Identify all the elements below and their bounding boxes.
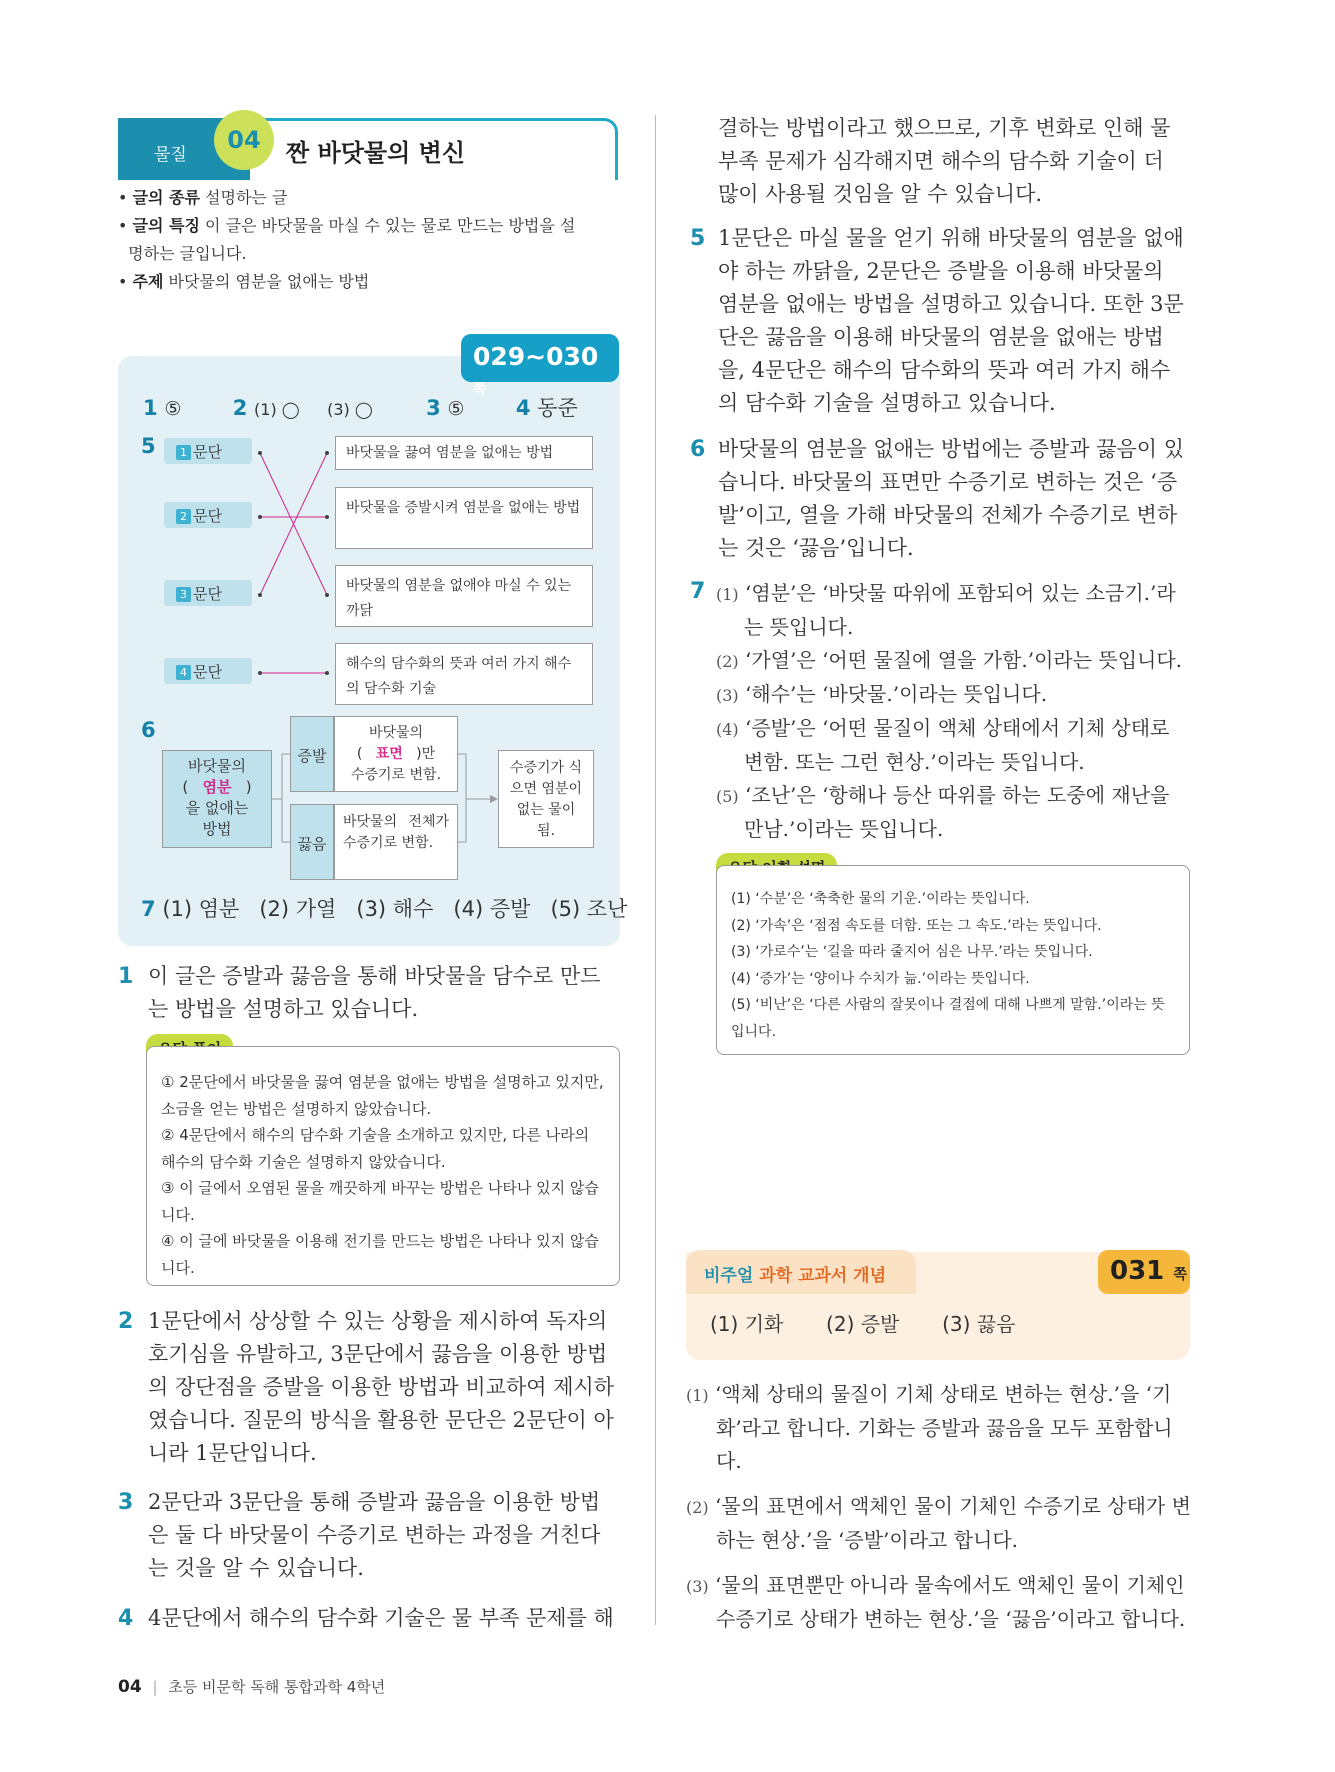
explanation-3-number: 3 — [118, 1490, 134, 1515]
answer-number: 4 — [515, 396, 531, 420]
evap-text: 바닷물의 — [368, 725, 424, 741]
meta-genre: • 글의 종류 설명하는 글 — [118, 188, 288, 207]
paragraph-badge: 1 — [176, 445, 191, 460]
visual-explanation-item — [686, 1490, 1192, 1557]
item-marker: (4) — [716, 720, 739, 739]
answer-value: ⑤ — [164, 398, 182, 420]
answer-value: (1) 염분 — [162, 897, 240, 921]
question-6-number: 6 — [141, 718, 156, 742]
paren: ( — [182, 778, 189, 796]
root-text: 바닷물의 — [188, 757, 246, 775]
meta-feature: • 글의 특징 이 글은 바닷물을 마실 수 있는 물로 만드는 방법을 설 명하는 글입니다. — [118, 216, 576, 263]
explanation-7-item — [716, 678, 1192, 712]
boiling-box: 바닷물의 전체가 수증기로 변함. — [334, 804, 458, 880]
item-marker: (1) — [686, 1386, 709, 1405]
root-text: 방법 — [202, 820, 232, 838]
paragraph-badge: 2 — [176, 509, 191, 524]
answer-number: 7 — [141, 897, 156, 921]
visual-title-b: 과학 교과서 개념 — [759, 1266, 886, 1286]
meta-text: 이 글은 바닷물을 마실 수 있는 물로 만드는 방법을 설 — [205, 216, 576, 235]
paragraph-label: 문단 — [193, 443, 222, 461]
explanation-4-text: 4문단에서 해수의 담수화 기술은 물 부족 문제를 해 — [148, 1606, 614, 1630]
item-text: ‘증발’은 ‘어떤 물질이 액체 상태에서 기체 상태로 변함. 또는 그런 현상.’이라는 뜻입니다. — [744, 716, 1170, 774]
root-text: 을 없애는 — [185, 799, 249, 817]
answer-blank-surface: 표면 — [375, 746, 403, 762]
paragraph-pill-2 — [164, 502, 252, 528]
meta-label: 주제 — [132, 272, 164, 291]
visual-title-a: 비주얼 — [704, 1266, 754, 1286]
visual-page-tag — [1098, 1250, 1190, 1294]
explanation-3-text: 2문단과 3문단을 통해 증발과 끓음을 이용한 방법은 둘 다 바닷물이 수증기로 변하는 과정을 거친다는 것을 알 수 있습니다. — [148, 1490, 601, 1580]
description-box-2: 바닷물을 증발시켜 염분을 없애는 방법 — [335, 487, 593, 549]
explanation-6-number: 6 — [690, 437, 706, 462]
item-text: ‘물의 표면뿐만 아니라 물속에서도 액체인 물이 기체인 수증기로 상태가 변하는 현상.’을 ‘끓음’이라고 합니다. — [715, 1573, 1186, 1631]
paragraph-pill-3 — [164, 580, 252, 606]
explanation-5-text: 1문단은 마실 물을 얻기 위해 바닷물의 염분을 없애야 하는 까닭을, 2문단은 증발을 이용해 바닷물의 염분을 없애는 방법을 설명하고 있습니다. 또한 3문단은 끓음을 이용해 바닷물의 염분을 없애는 방법을, 4문단은 해수의 담수화의 뜻과 여러 가지 해수의 담수화 기술을 설명하고 있습니다. — [718, 226, 1184, 415]
paragraph-label: 문단 — [193, 663, 222, 681]
paragraph-label: 문단 — [193, 507, 222, 525]
item-marker: (5) — [716, 787, 739, 806]
description-box-1: 바닷물을 끓여 염분을 없애는 방법 — [335, 436, 593, 470]
book-title: 초등 비문학 독해 통합과학 4학년 — [168, 1678, 386, 1696]
item-marker: (3) — [716, 686, 739, 705]
page-title: 짠 바닷물의 변신 — [286, 139, 465, 167]
explanation-7-item — [716, 712, 1192, 779]
explanation-5-number: 5 — [690, 226, 706, 251]
column-divider — [655, 115, 656, 1625]
wrong-answer-item: ③ 이 글에서 오염된 물을 깨끗하게 바꾸는 방법은 나타나 있지 않습니다. — [161, 1179, 599, 1224]
item-marker: (2) — [716, 652, 739, 671]
question-5-number: 5 — [141, 434, 156, 458]
explanation-7-item — [716, 779, 1192, 846]
meta-topic: • 주제 바닷물의 염분을 없애는 방법 — [118, 272, 370, 291]
item-text: ‘물의 표면에서 액체인 물이 기체인 수증기로 상태가 변하는 현상.’을 ‘증발’이라고 합니다. — [715, 1494, 1191, 1552]
answer-row-7 — [141, 893, 627, 923]
visual-concept-title — [686, 1250, 916, 1294]
diagram-root-box — [162, 750, 272, 848]
description-box-4: 해수의 담수화의 뜻과 여러 가지 해수의 담수화 기술 — [335, 643, 593, 705]
explanation-7-item — [716, 644, 1192, 678]
answer-value: (4) 증발 — [453, 897, 531, 921]
meta-text: 바닷물의 염분을 없애는 방법 — [168, 272, 370, 291]
vocab-box — [716, 865, 1190, 1055]
visual-explanation-item — [686, 1378, 1192, 1478]
explanation-4-continued: 결하는 방법이라고 했으므로, 기후 변화로 인해 물 부족 문제가 심각해지면 해수의 담수화 기술이 더 많이 사용될 것임을 알 수 있습니다. — [718, 116, 1171, 206]
page-number: 04 — [118, 1677, 142, 1697]
page-reference-tag — [461, 334, 619, 398]
item-text: ‘액체 상태의 물질이 기체 상태로 변하는 현상.’을 ‘기화’라고 합니다. 기화는 증발과 끓음을 모두 포함합니다. — [715, 1382, 1173, 1473]
item-marker: (3) — [686, 1577, 709, 1596]
diagram-connectors — [270, 740, 500, 860]
answer-number: 2 — [232, 396, 248, 420]
meta-text-cont: 명하는 글입니다. — [128, 244, 247, 263]
vocab-item: (4) ‘증가’는 ‘양이나 수치가 늚.’이라는 뜻입니다. — [731, 970, 1030, 987]
item-text: ‘가열’은 ‘어떤 물질에 열을 가함.’이라는 뜻입니다. — [745, 648, 1183, 672]
meta-label: 글의 종류 — [132, 188, 200, 207]
explanation-2-text: 1문단에서 상상할 수 있는 상황을 제시하여 독자의 호기심을 유발하고, 3문단에서 끓음을 이용한 방법의 장단점을 증발을 이용한 방법과 비교하여 제시하였습니다. 질문의 방식을 활용한 문단은 2문단이 아니라 1문단입니다. — [148, 1309, 615, 1465]
paragraph-pill-4 — [164, 658, 252, 684]
paragraph-label: 문단 — [193, 585, 222, 603]
vocab-item: (3) ‘가로수’는 ‘길을 따라 줄지어 심은 나무.’라는 뜻입니다. — [731, 944, 1093, 960]
item-marker: (2) — [686, 1498, 709, 1517]
explanation-1-number: 1 — [118, 964, 134, 989]
answer-number: 3 — [426, 396, 441, 420]
answer-value: (3) ◯ — [327, 400, 373, 419]
meta-text: 설명하는 글 — [205, 188, 288, 207]
explanation-7-number: 7 — [690, 579, 706, 604]
visual-answer: (1) 기화 — [710, 1312, 784, 1336]
answer-value: ⑤ — [447, 398, 465, 420]
item-text: ‘해수’는 ‘바닷물.’이라는 뜻입니다. — [745, 682, 1048, 706]
answer-blank-salt: 염분 — [202, 778, 232, 796]
matching-lines — [250, 440, 340, 690]
explanation-7-list — [716, 577, 1192, 846]
evaporation-label: 증발 — [290, 716, 334, 792]
explanation-4-number: 4 — [118, 1606, 134, 1631]
paren: ( — [356, 746, 363, 762]
visual-answer-row — [710, 1308, 1015, 1337]
unit-number-badge: 04 — [214, 110, 274, 170]
visual-answer: (2) 증발 — [826, 1312, 900, 1336]
result-box: 수증기가 식으면 염분이 없는 물이 됨. — [498, 750, 594, 848]
visual-page-unit: 쪽 — [1173, 1267, 1187, 1283]
answer-value: 동준 — [537, 396, 578, 420]
paragraph-badge: 4 — [176, 665, 191, 680]
footer: 04 | 초등 비문학 독해 통합과학 4학년 — [118, 1677, 386, 1697]
vocab-item: (1) ‘수분’은 ‘축축한 물의 기운.’이라는 뜻입니다. — [731, 891, 1030, 907]
description-box-3: 바닷물의 염분을 없애야 마실 수 있는 까닭 — [335, 565, 593, 627]
explanation-1-text: 이 글은 증발과 끓음을 통해 바닷물을 담수로 만드는 방법을 설명하고 있습니다. — [148, 964, 601, 1021]
wrong-answer-item: ② 4문단에서 해수의 담수화 기술을 소개하고 있지만, 다른 나라의 해수의 담수화 기술은 설명하지 않았습니다. — [161, 1126, 590, 1171]
boiling-label: 끓음 — [290, 804, 334, 880]
answer-number: 1 — [143, 396, 158, 420]
answer-value: (1) ◯ — [254, 400, 300, 419]
paren: )만 — [416, 746, 436, 762]
vocab-item: (2) ‘가속’은 ‘점점 속도를 더함. 또는 그 속도.’라는 뜻입니다. — [731, 917, 1102, 934]
vocab-item: (5) ‘비난’은 ‘다른 사람의 잘못이나 결점에 대해 나쁘게 말함.’이라는 뜻입니다. — [731, 997, 1165, 1040]
wrong-answer-item: ④ 이 글에 바닷물을 이용해 전기를 만드는 방법은 나타나 있지 않습니다. — [161, 1232, 599, 1277]
evap-text: 수증기로 변함. — [350, 767, 442, 783]
answer-value: (3) 해수 — [356, 897, 434, 921]
answer-value: (5) 조난 — [550, 897, 628, 921]
visual-explanation-item — [686, 1569, 1192, 1636]
answer-row-1 — [143, 392, 578, 422]
item-marker: (1) — [716, 585, 739, 604]
item-text: ‘염분’은 ‘바닷물 따위에 포함되어 있는 소금기.’라는 뜻입니다. — [744, 581, 1176, 639]
subject-tab: 물질 — [118, 118, 250, 180]
answer-value: (2) 가열 — [259, 897, 337, 921]
wrong-answer-item: ① 2문단에서 바닷물을 끓여 염분을 없애는 방법을 설명하고 있지만, 소금을 얻는 방법은 설명하지 않았습니다. — [161, 1073, 604, 1118]
item-text: ‘조난’은 ‘항해나 등산 따위를 하는 도중에 재난을 만남.’이라는 뜻입니다. — [744, 783, 1170, 841]
meta-label: 글의 특징 — [132, 216, 200, 235]
paragraph-pill-1 — [164, 438, 252, 464]
visual-answer: (3) 끓음 — [942, 1312, 1016, 1336]
explanation-6-text: 바닷물의 염분을 없애는 방법에는 증발과 끓음이 있습니다. 바닷물의 표면만 수증기로 변하는 것은 ‘증발’이고, 열을 가해 바닷물의 전체가 수증기로 변하는 것은 ‘끓음’입니다. — [718, 437, 1185, 560]
paren: ) — [245, 778, 252, 796]
visual-page-number: 031 — [1110, 1256, 1165, 1286]
wrong-answer-box — [146, 1046, 620, 1286]
explanation-7-item — [716, 577, 1192, 644]
paragraph-badge: 3 — [176, 587, 191, 602]
explanation-2-number: 2 — [118, 1309, 134, 1334]
page-ref-unit: 쪽 — [473, 382, 487, 398]
visual-explanations — [686, 1378, 1192, 1636]
page-ref-number: 029~030 — [473, 342, 599, 371]
